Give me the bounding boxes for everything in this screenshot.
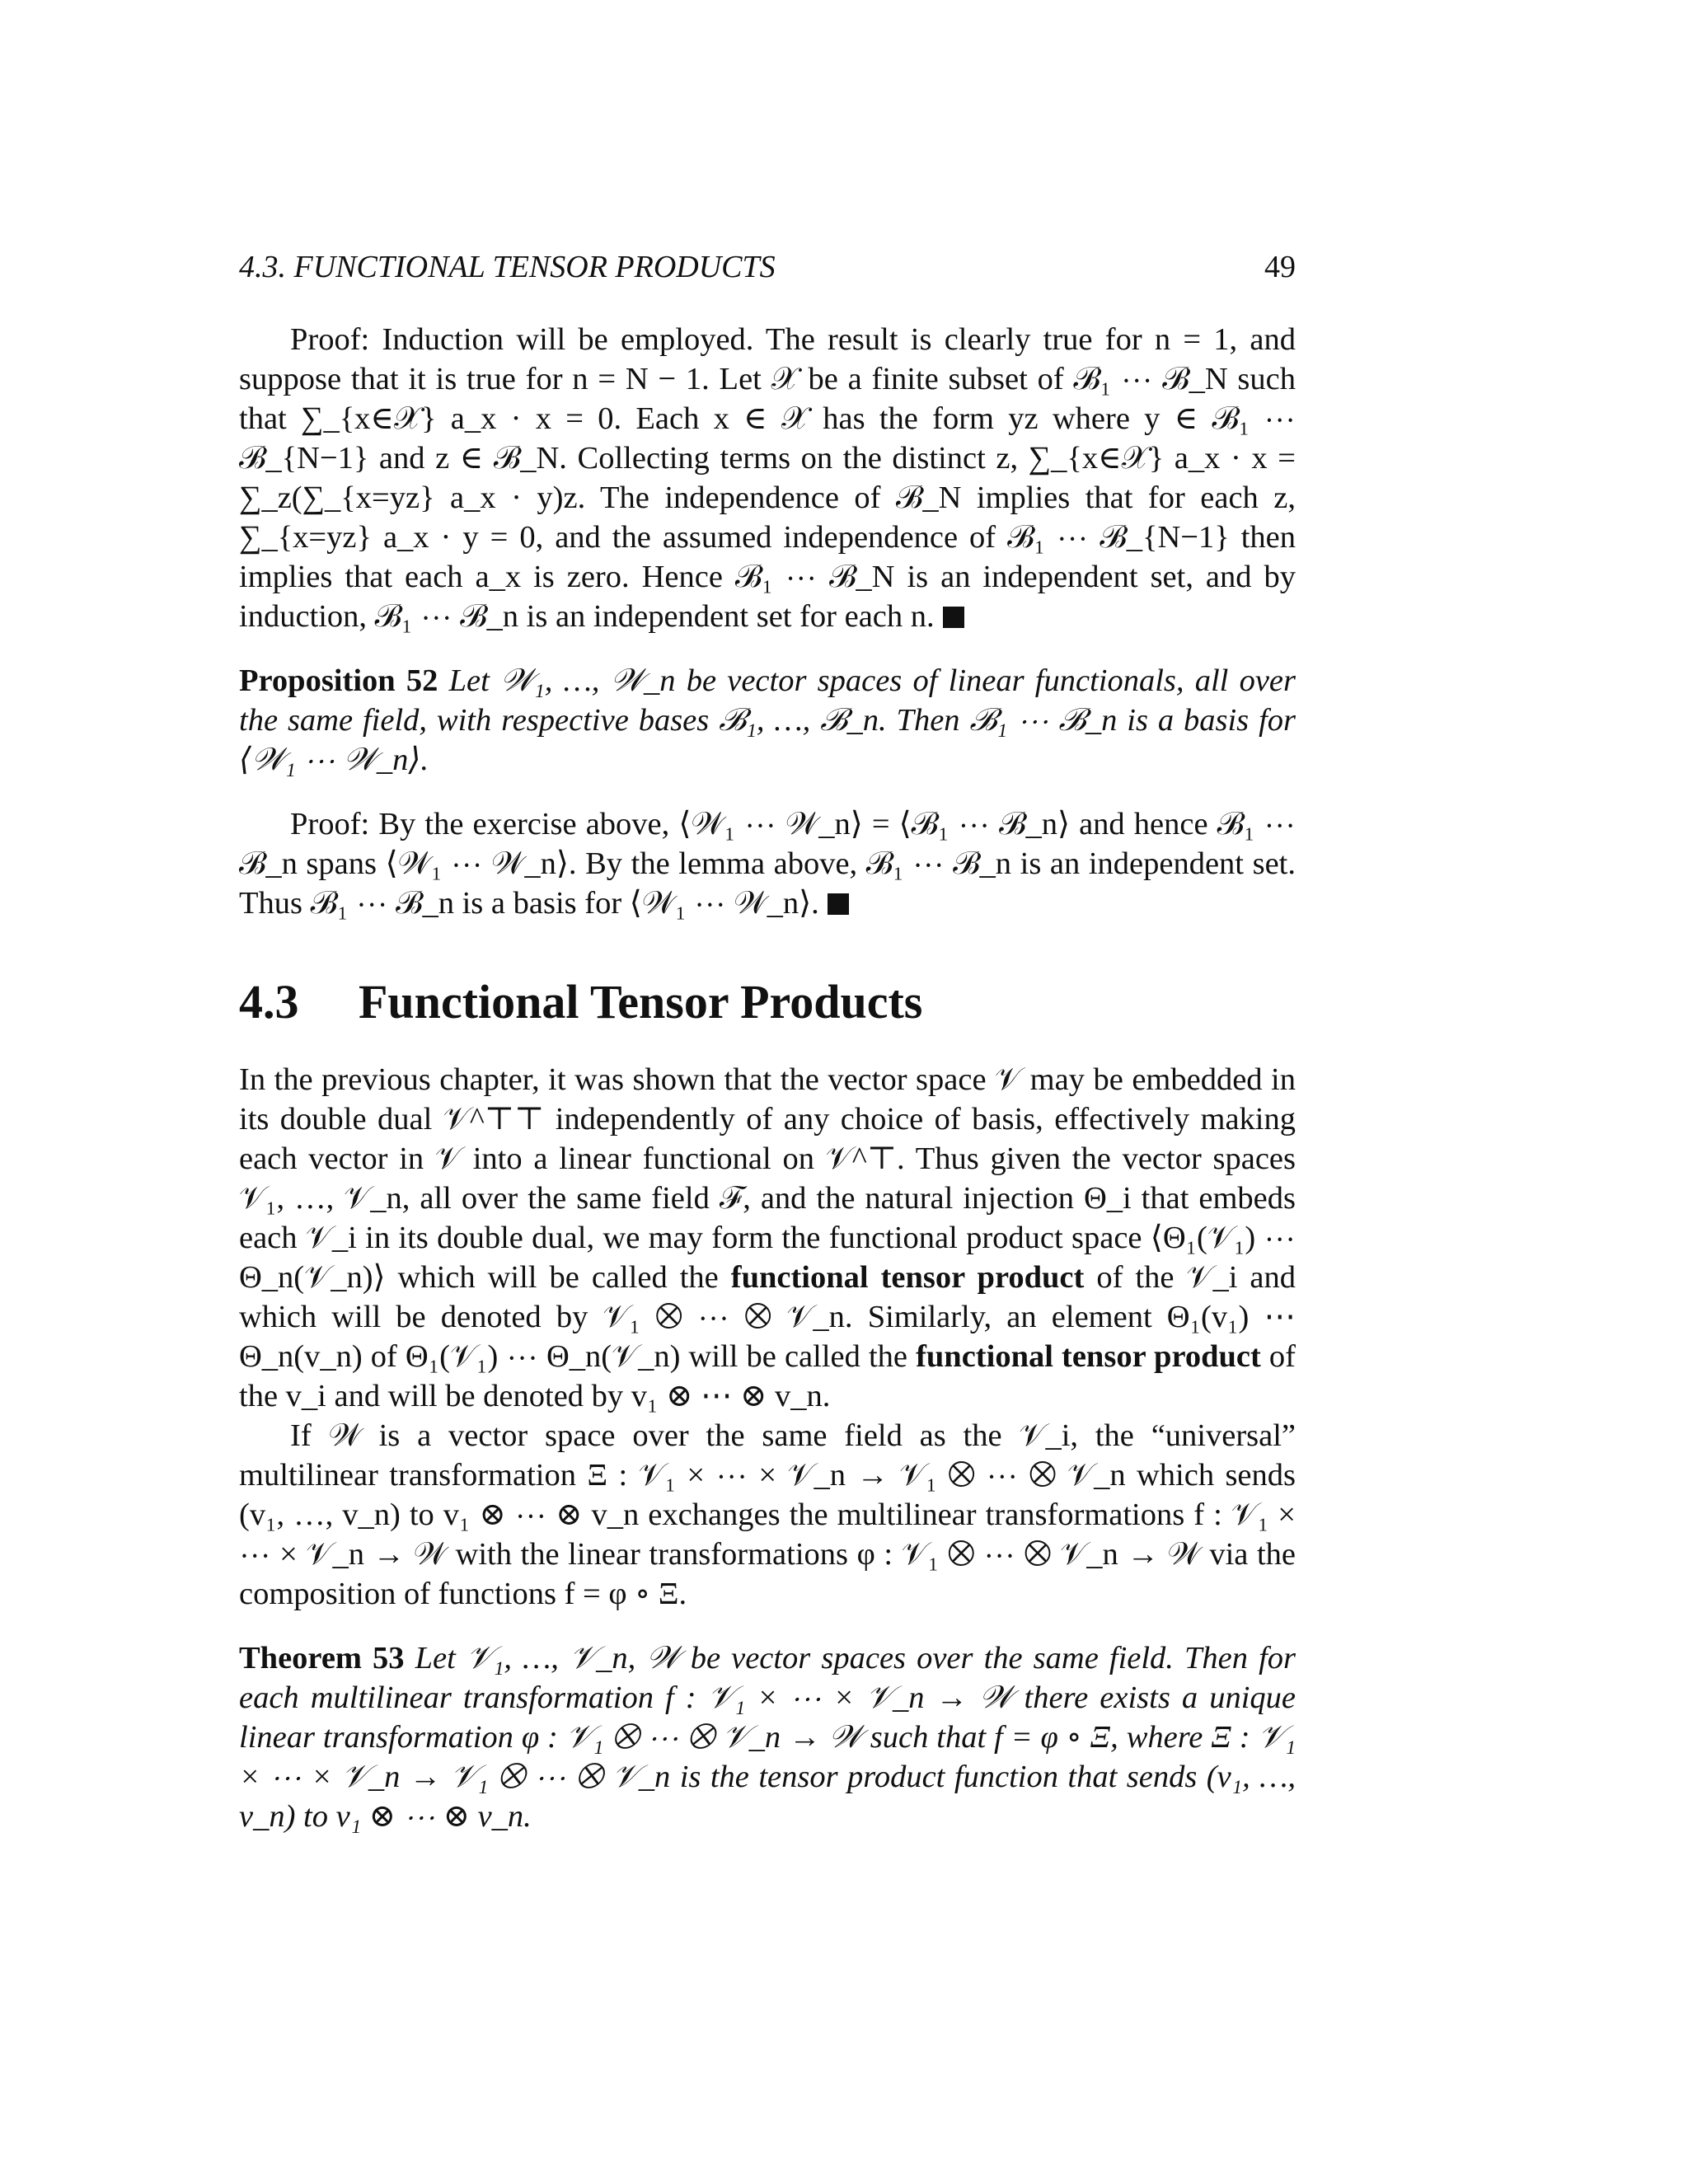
universal-text: If 𝒲 is a vector space over the same field as the 𝒱_i, the “universal” multilinear transformation Ξ : 𝒱₁ × ⋯ × 𝒱_n → 𝒱₁ ⨂ ⋯ ⨂ 𝒱_n which sends (v₁, …, v_n) to v₁ ⊗ ⋯ ⊗ v_n exchanges the multilinear transformations f : 𝒱₁ × ⋯ × 𝒱_n → 𝒲 with the linear transformations φ : 𝒱₁ ⨂ ⋯ ⨂ 𝒱_n → 𝒲 via the composition of functions f = φ ∘ Ξ. <box>239 1418 1296 1611</box>
page <box>239 247 1296 1836</box>
proof-induction <box>239 320 1296 636</box>
section-heading <box>239 974 1296 1030</box>
term-functional-tensor-product-element: functional tensor product <box>916 1339 1261 1374</box>
theorem-label: Theorem 53 <box>239 1641 405 1675</box>
section-title: Functional Tensor Products <box>359 975 923 1029</box>
qed-square-icon <box>828 893 849 915</box>
intro-text-3: of the v_i and will be denoted by v₁ ⊗ ⋯ ⊗ v_n. <box>239 1339 1296 1413</box>
proof-induction-text: Proof: Induction will be employed. The result is clearly true for n = 1, and suppose that it is true for n = N − 1. Let 𝒳 be a finite subset of ℬ₁ ⋯ ℬ_N such that ∑_{x∈𝒳} a_x · x = 0. Each x ∈ 𝒳 has the form yz where y ∈ ℬ₁ ⋯ ℬ_{N−1} and z ∈ ℬ_N. Collecting terms on the distinct z, ∑_{x∈𝒳} a_x · x = ∑_z(∑_{x=yz} a_x · y)z. The independence of ℬ_N implies that for each z, ∑_{x=yz} a_x · y = 0, and the assumed independence of ℬ₁ ⋯ ℬ_{N−1} then implies that each a_x is zero. Hence ℬ₁ ⋯ ℬ_N is an independent set, and by induction, ℬ₁ ⋯ ℬ_n is an independent set for each n. <box>239 322 1296 634</box>
proposition-body: Let 𝒲₁, …, 𝒲_n be vector spaces of linear functionals, all over the same field, with respective bases ℬ₁, …, ℬ_n. Then ℬ₁ ⋯ ℬ_n is a basis for ⟨𝒲₁ ⋯ 𝒲_n⟩. <box>239 663 1296 777</box>
page-number: 49 <box>1264 250 1296 284</box>
universal-paragraph <box>239 1416 1296 1614</box>
intro-text-2: of the 𝒱_i and which will be denoted by 𝒱₁ ⨂ ⋯ ⨂ 𝒱_n. Similarly, an element Θ₁(v₁) ⋯ Θ_n(v_n) of Θ₁(𝒱₁) ⋯ Θ_n(𝒱_n) will be called the <box>239 1260 1296 1374</box>
proposition-52 <box>239 661 1296 780</box>
running-header <box>239 247 1296 287</box>
theorem-body: Let 𝒱₁, …, 𝒱_n, 𝒲 be vector spaces over the same field. Then for each multilinear transformation f : 𝒱₁ × ⋯ × 𝒱_n → 𝒲 there exists a unique linear transformation φ : 𝒱₁ ⨂ ⋯ ⨂ 𝒱_n → 𝒲 such that f = φ ∘ Ξ, where Ξ : 𝒱₁ × ⋯ × 𝒱_n → 𝒱₁ ⨂ ⋯ ⨂ 𝒱_n is the tensor product function that sends (v₁, …, v_n) to v₁ ⊗ ⋯ ⊗ v_n. <box>239 1641 1296 1834</box>
intro-paragraph <box>239 1060 1296 1416</box>
section-number: 4.3 <box>239 975 299 1029</box>
proposition-label: Proposition 52 <box>239 663 438 698</box>
proof-basis <box>239 804 1296 923</box>
proof-basis-text: Proof: By the exercise above, ⟨𝒲₁ ⋯ 𝒲_n⟩ = ⟨ℬ₁ ⋯ ℬ_n⟩ and hence ℬ₁ ⋯ ℬ_n spans ⟨𝒲₁ ⋯ 𝒲_n⟩. By the lemma above, ℬ₁ ⋯ ℬ_n is an independent set. Thus ℬ₁ ⋯ ℬ_n is a basis for ⟨𝒲₁ ⋯ 𝒲_n⟩. <box>239 807 1296 921</box>
running-title: 4.3. FUNCTIONAL TENSOR PRODUCTS <box>239 250 776 284</box>
theorem-53 <box>239 1638 1296 1836</box>
term-functional-tensor-product: functional tensor product <box>730 1260 1085 1295</box>
intro-text-1: In the previous chapter, it was shown that the vector space 𝒱 may be embedded in its double dual 𝒱^⊤⊤ independently of any choice of basis, effectively making each vector in 𝒱 into a linear functional on 𝒱^⊤. Thus given the vector spaces 𝒱₁, …, 𝒱_n, all over the same field ℱ, and the natural injection Θ_i that embeds each 𝒱_i in its double dual, we may form the functional product space ⟨Θ₁(𝒱₁) ⋯ Θ_n(𝒱_n)⟩ which will be called the <box>239 1062 1296 1295</box>
qed-square-icon <box>943 607 964 628</box>
